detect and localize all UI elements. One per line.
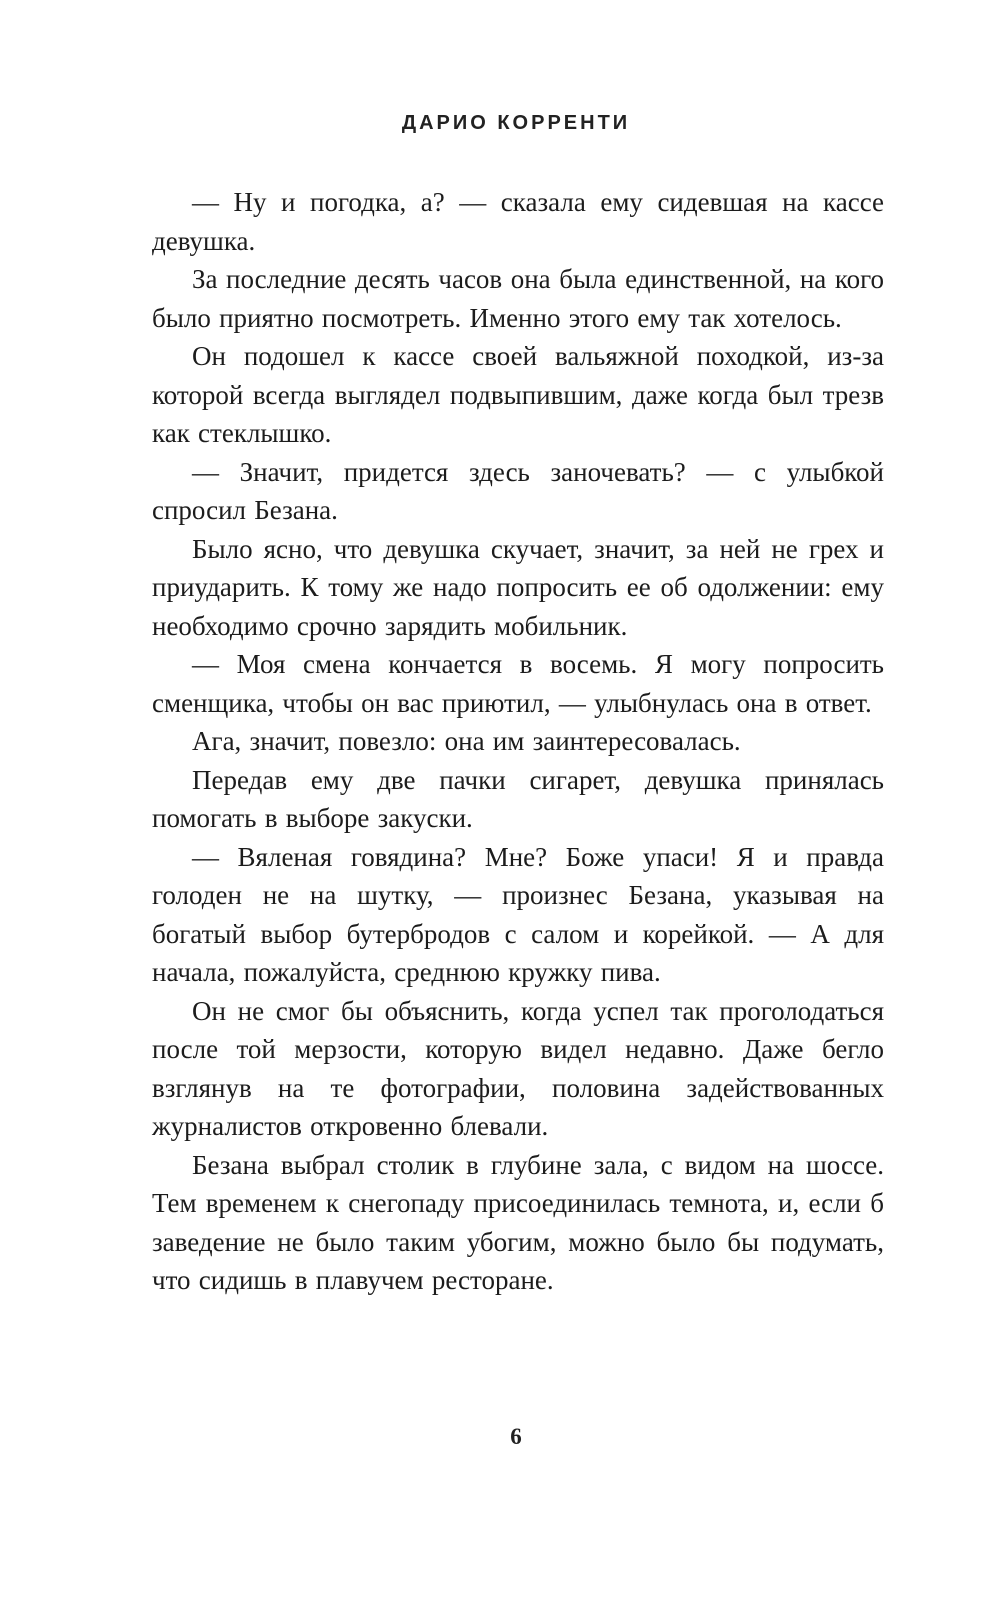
paragraph: Он подошел к кассе своей вальяжной походкой, из-за которой всегда выглядел подвыпившим, даже когда был трезв как стеклышко. (152, 341, 884, 448)
paragraph: Было ясно, что девушка скучает, значит, за ней не грех и приударить. К тому же надо попросить ее об одолжении: ему необходимо срочно зарядить мобильник. (152, 533, 884, 641)
paragraph: — Вяленая говядина? Мне? Боже упаси! Я и правда голоден не на шутку, — произнес Безана, указывая на богатый выбор бутербродов с салом и корейкой. — А для начала, пожалуйста, среднюю кружку пива. (152, 841, 884, 987)
paragraph: — Ну и погодка, а? — сказала ему сидевшая на кассе девушка. (152, 187, 884, 256)
running-header: ДАРИО КОРРЕНТИ (401, 112, 631, 134)
paragraph: Передав ему две пачки сигарет, девушка принялась помогать в выборе закуски. (152, 764, 884, 833)
paragraph: Ага, значит, повезло: она им заинтересовалась. (192, 726, 741, 756)
paragraph: Безана выбрал столик в глубине зала, с видом на шоссе. Тем временем к снегопаду присоединилась темнота, и, если б заведение не было таким убогим, можно было бы подумать, что сидишь в плавучем ресторане. (152, 1149, 884, 1295)
text-block (152, 183, 884, 1300)
page-number: 6 (510, 1424, 522, 1449)
paragraph: Он не смог бы объяснить, когда успел так проголодаться после той мерзости, которую видел недавно. Даже бегло взглянув на те фотографии, половина задействованных журналистов откровенно блевали. (152, 995, 884, 1141)
paragraph: За последние десять часов она была единственной, на кого было приятно посмотреть. Именно этого ему так хотелось. (152, 264, 884, 333)
paragraph: — Моя смена кончается в восемь. Я могу попросить сменщика, чтобы он вас приютил, — улыбнулась она в ответ. (152, 649, 884, 718)
paragraph: — Значит, придется здесь заночевать? — с улыбкой спросил Безана. (152, 456, 884, 525)
